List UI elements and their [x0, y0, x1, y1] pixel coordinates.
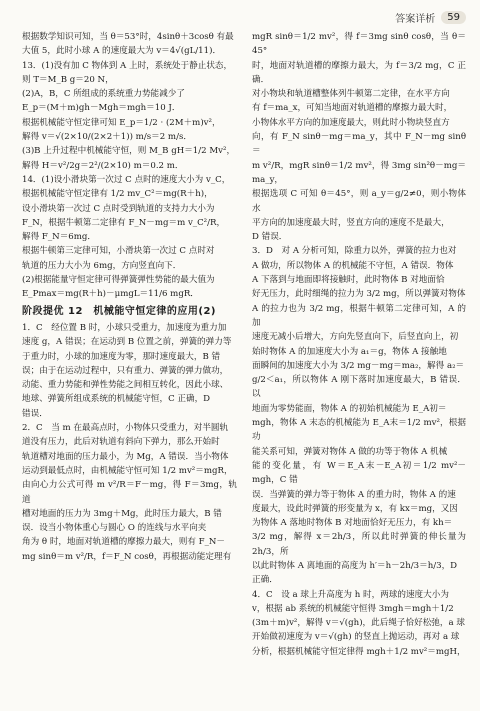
text-line: 错误． — [22, 408, 48, 419]
text-line: 由向心力公式可得 m v²/R＝F－mg，得 F＝3mg，轨道 — [22, 480, 237, 505]
text-line: 面瞬间的加速度大小为 3/2 mg－mg＝ma₂，解得 a₂＝ — [252, 360, 465, 371]
text-line: 根据数学知识可知，当 θ＝53°时，4sinθ＋3cosθ 有最 — [22, 32, 234, 42]
text-line: F_N，根据牛顿第二定律有 F_N－mg＝m v_C²/R， — [22, 217, 226, 228]
page-number: 59 — [441, 11, 466, 24]
text-line: 3/2 mg，解得 x＝2h/3，所以此时弹簧的伸长量为 2h/3，所 — [252, 532, 466, 557]
text-line: 根据牛顿第三定律可知，小滑块第一次过 C 点时对 — [22, 246, 215, 257]
text-line: 向，有 F_N sinθ－mg＝ma_y，其中 F_N－mg sinθ＝ — [252, 132, 466, 157]
text-line: E_Pmax＝mg(R＋h)－μmgL＝11/6 mgR． — [22, 289, 199, 300]
text-line: v，根据 ab 系统的机械能守恒得 3mgh＝mgh＋1/2 — [252, 603, 454, 614]
text-line: 分析，根据机械能守恒定律得 mgh＋1/2 mv²＝mgH， — [252, 646, 466, 657]
text-line: 始时物体 A 的加速度大小为 a₁＝g，物体 A 接触地 — [252, 346, 447, 357]
text-line: mgh，物体 A 末态的机械能为 E_A末＝1/2 mv²，根据功 — [252, 418, 466, 443]
text-line: 解得 H＝v²/2g＝2²/(2×10) m＝0.2 m． — [22, 160, 184, 171]
text-line: 轨道槽对地面的压力最小，为 Mg，A 错误．当小物体 — [22, 451, 229, 462]
text-line: 误．设当小物体重心与圆心 O 的连线与水平向夹 — [22, 523, 207, 534]
text-line: 时，地面对轨道槽的摩擦力最大，为 f＝3/2 mg，C 正确． — [252, 60, 466, 85]
text-line: 3．D 对 A 分析可知，除重力以外，弹簧的拉力也对 — [252, 246, 457, 257]
text-line: mgR sinθ＝1/2 mv²，得 f＝3mg sinθ cosθ，当 θ＝45° — [252, 32, 466, 57]
text-line: 能的变化量，有 W＝E_A末－E_A初＝1/2 mv²－mgh，C 错 — [252, 460, 466, 486]
text-line: 小物体水平方向的加速度最大，则此时小物块竖直方 — [252, 117, 450, 128]
text-line: 速度无减小后增大，方向先竖直向下，后竖直向上，初 — [252, 332, 459, 343]
text-line: 正确． — [252, 575, 278, 586]
text-line: (3m＋m)v²，解得 v＝√(gh)，此后绳子恰好松弛，a 球 — [252, 618, 465, 629]
text-line: 13．(1)没有加 C 物体到 A 上时，系统处于静止状态， — [22, 60, 233, 71]
text-line: 道没有压力，此后对轨道有斜向下弹力，那么开始时 — [22, 437, 220, 448]
text-line: 根据机械能守恒定律可知 E_p＝1/2 · (2M＋m)v²， — [22, 117, 221, 128]
text-line: 平方向的加速度最大时，竖直方向的速度不是最大， — [252, 217, 450, 228]
text-line: 则 T＝M_B g＝20 N， — [22, 74, 114, 85]
text-line: 误；由于在运动过程中，只有重力、弹簧的弹力做功， — [22, 365, 229, 376]
text-line: 于重力时，小球的加速度为零，那时速度最大，B 错 — [22, 351, 221, 362]
text-line: mg sinθ＝m v²/R，f＝F_N cosθ，再根据动能定理有 — [22, 551, 232, 562]
text-line: 有 f＝ma_x，可知当地面对轨道槽的摩擦力最大时， — [252, 103, 453, 114]
text-line: 槽对地面的压力为 3mg＋Mg，此时压力最大，B 错 — [22, 508, 222, 519]
text-line: 对小物块和轨道槽整体列牛顿第二定律，在水平方向 — [252, 89, 450, 100]
text-line: m v²/R，mgR sinθ＝1/2 mv²，得 3mg sin²θ－mg＝ma_y， — [252, 160, 466, 185]
text-line: g/2＜a₁，所以物体 A 刚下落时加速度最大，B 错误．以 — [252, 375, 466, 400]
text-line: 轨道的压力大小为 6mg，方向竖直向下． — [22, 260, 182, 271]
text-line: 好无压力，此时细绳的拉力为 3/2 mg，所以弹簧对物体 — [252, 289, 466, 300]
text-line: 运动到最低点时，由机械能守恒可知 1/2 mv²＝mgR， — [22, 465, 233, 476]
text-line: D 错误． — [252, 232, 288, 243]
text-line: 误．当弹簧的弹力等于物体 A 的重力时，物体 A 的速 — [252, 489, 456, 500]
right-column — [252, 30, 466, 705]
text-line: 开始做初速度为 v＝√(gh) 的竖直上抛运动，再对 a 球 — [252, 632, 460, 643]
text-line: 地面为零势能面，物体 A 的初始机械能为 E_A初＝ — [252, 403, 447, 414]
text-line: 根据机械能守恒定律有 1/2 mv_C²＝mg(R＋h)， — [22, 189, 213, 200]
section-title: 阶段提优 12 机械能守恒定律的应用(2) — [22, 305, 216, 317]
text-line: 根据选项 C 可知 θ＝45°，则 a_y＝g/2≠0，则小物体水 — [252, 189, 466, 214]
text-line: 4．C 设 a 球上升高度为 h 时，两球的速度大小为 — [252, 589, 449, 600]
text-line: (2)根据能量守恒定律可得弹簧弹性势能的最大值为 — [22, 275, 215, 286]
text-line: 14．(1)设小滑块第一次过 C 点时的速度大小为 v_C， — [22, 174, 231, 185]
text-line: 度最大，设此时弹簧的形变量为 x，有 kx＝mg，又因 — [252, 503, 458, 514]
header-label: 答案详析 — [395, 14, 436, 25]
text-line: 能关系可知，弹簧对物体 A 做的功等于物体 A 机械 — [252, 446, 448, 457]
text-line: 动能、重力势能和弹性势能之间相互转化，因此小球、 — [22, 380, 229, 391]
text-line: 以此时物体 A 离地面的高度为 h′＝h－2h/3＝h/3，D — [252, 560, 458, 571]
left-column — [22, 30, 237, 705]
text-line: 解得 v＝√(2×10/(2×2＋1)) m/s＝2 m/s． — [22, 132, 192, 143]
text-line: 设小滑块第一次过 C 点时受到轨道的支持力大小为 — [22, 203, 215, 214]
text-line: 解得 F_N＝6mg． — [22, 232, 97, 243]
text-line: (2)A，B，C 所组成的系统重力势能减少了 — [22, 89, 185, 100]
text-line: (3)B 上升过程中机械能守恒，则 M_B gH＝1/2 Mv²， — [22, 146, 236, 157]
text-line: 大值 5，此时小球 A 的速度最大为 v＝4√(gL/11)． — [22, 46, 222, 57]
text-line: 速度 g，A 错误；在运动到 B 位置之前，弹簧的弹力等 — [22, 337, 232, 348]
text-line: 1．C 经位置 B 时，小球只受重力，加速度为重力加 — [22, 322, 227, 333]
text-line: E_p＝(M＋m)gh－Mgh＝mgh＝10 J． — [22, 103, 181, 114]
text-line: 地球、弹簧所组成系统的机械能守恒，C 正确，D — [22, 394, 211, 405]
text-line: 角为 θ 时，地面对轨道槽的摩擦力最大，则有 F_N－ — [22, 537, 226, 548]
text-line: A 下落到与地面即将接触时，此时物体 B 对地面恰 — [252, 275, 445, 286]
page-header — [395, 10, 466, 25]
text-line: A 做功，所以物体 A 的机械能不守恒，A 错误．物体 — [252, 260, 454, 271]
text-line: A 的拉力也为 3/2 mg，根据牛顿第二定律可知，A 的加 — [252, 303, 466, 328]
text-line: 2．C 当 m 在最高点时，小物体只受重力，对半圆轨 — [22, 423, 229, 434]
text-line: 为物体 A 落地时物体 B 对地面恰好无压力，有 kh＝ — [252, 518, 453, 529]
